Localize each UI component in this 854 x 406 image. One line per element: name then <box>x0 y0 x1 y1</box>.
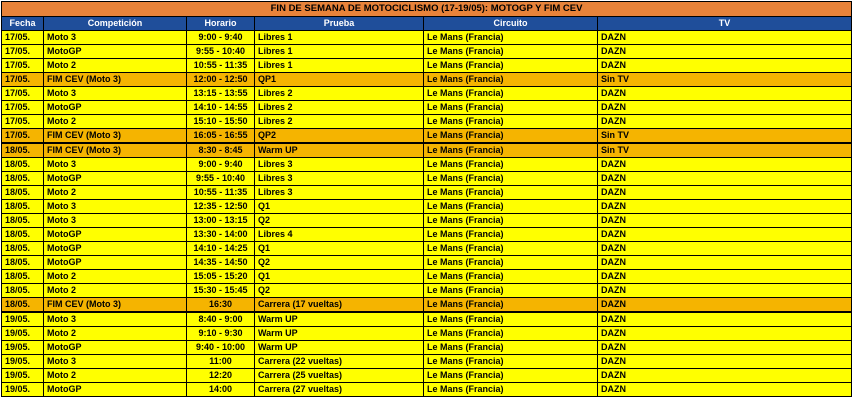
table-row <box>2 298 852 313</box>
table-row <box>2 143 852 158</box>
cell-fecha: 19/05. <box>2 312 44 327</box>
cell-circuito: Le Mans (Francia) <box>424 158 598 172</box>
table-row <box>2 228 852 242</box>
cell-tv: DAZN <box>598 31 852 45</box>
table-row <box>2 355 852 369</box>
cell-competicion: FIM CEV (Moto 3) <box>44 143 187 158</box>
cell-competicion: Moto 2 <box>44 327 187 341</box>
table-row <box>2 256 852 270</box>
cell-competicion: MotoGP <box>44 228 187 242</box>
table-row <box>2 312 852 327</box>
cell-tv: Sin TV <box>598 143 852 158</box>
cell-tv: DAZN <box>598 284 852 298</box>
header-competicion: Competición <box>44 17 187 31</box>
cell-fecha: 19/05. <box>2 369 44 383</box>
cell-competicion: Moto 2 <box>44 270 187 284</box>
cell-tv: DAZN <box>598 228 852 242</box>
cell-circuito: Le Mans (Francia) <box>424 312 598 327</box>
cell-fecha: 17/05. <box>2 73 44 87</box>
cell-fecha: 18/05. <box>2 256 44 270</box>
cell-horario: 9:55 - 10:40 <box>187 172 255 186</box>
cell-competicion: Moto 3 <box>44 31 187 45</box>
table-row <box>2 284 852 298</box>
cell-horario: 9:00 - 9:40 <box>187 31 255 45</box>
cell-tv: DAZN <box>598 256 852 270</box>
table-row <box>2 73 852 87</box>
cell-prueba: Libres 4 <box>255 228 424 242</box>
cell-competicion: MotoGP <box>44 256 187 270</box>
cell-prueba: Libres 1 <box>255 31 424 45</box>
cell-horario: 9:00 - 9:40 <box>187 158 255 172</box>
table-row <box>2 129 852 144</box>
cell-circuito: Le Mans (Francia) <box>424 87 598 101</box>
cell-competicion: MotoGP <box>44 383 187 397</box>
cell-circuito: Le Mans (Francia) <box>424 383 598 397</box>
cell-fecha: 18/05. <box>2 242 44 256</box>
cell-competicion: Moto 3 <box>44 200 187 214</box>
header-fecha: Fecha <box>2 17 44 31</box>
cell-horario: 15:30 - 15:45 <box>187 284 255 298</box>
cell-tv: DAZN <box>598 383 852 397</box>
cell-prueba: Carrera (17 vueltas) <box>255 298 424 313</box>
cell-horario: 14:35 - 14:50 <box>187 256 255 270</box>
table-row <box>2 45 852 59</box>
cell-fecha: 19/05. <box>2 383 44 397</box>
cell-horario: 16:05 - 16:55 <box>187 129 255 144</box>
table-row <box>2 186 852 200</box>
cell-horario: 9:55 - 10:40 <box>187 45 255 59</box>
cell-horario: 10:55 - 11:35 <box>187 186 255 200</box>
cell-fecha: 18/05. <box>2 172 44 186</box>
table-row <box>2 327 852 341</box>
cell-fecha: 18/05. <box>2 186 44 200</box>
cell-competicion: Moto 3 <box>44 355 187 369</box>
cell-circuito: Le Mans (Francia) <box>424 186 598 200</box>
cell-prueba: Q1 <box>255 270 424 284</box>
cell-circuito: Le Mans (Francia) <box>424 256 598 270</box>
cell-circuito: Le Mans (Francia) <box>424 298 598 313</box>
cell-prueba: Libres 3 <box>255 172 424 186</box>
cell-prueba: Libres 1 <box>255 45 424 59</box>
cell-fecha: 17/05. <box>2 59 44 73</box>
cell-prueba: Warm UP <box>255 341 424 355</box>
cell-horario: 12:20 <box>187 369 255 383</box>
cell-horario: 15:05 - 15:20 <box>187 270 255 284</box>
cell-competicion: Moto 3 <box>44 87 187 101</box>
cell-fecha: 17/05. <box>2 129 44 144</box>
cell-tv: DAZN <box>598 186 852 200</box>
cell-competicion: Moto 3 <box>44 312 187 327</box>
cell-competicion: MotoGP <box>44 172 187 186</box>
cell-circuito: Le Mans (Francia) <box>424 129 598 144</box>
cell-competicion: FIM CEV (Moto 3) <box>44 129 187 144</box>
cell-circuito: Le Mans (Francia) <box>424 369 598 383</box>
cell-circuito: Le Mans (Francia) <box>424 73 598 87</box>
cell-prueba: QP1 <box>255 73 424 87</box>
cell-horario: 8:30 - 8:45 <box>187 143 255 158</box>
cell-prueba: Q1 <box>255 200 424 214</box>
cell-prueba: Libres 2 <box>255 115 424 129</box>
cell-horario: 14:00 <box>187 383 255 397</box>
header-prueba: Prueba <box>255 17 424 31</box>
cell-prueba: Q2 <box>255 284 424 298</box>
cell-prueba: Libres 1 <box>255 59 424 73</box>
cell-tv: DAZN <box>598 200 852 214</box>
cell-horario: 11:00 <box>187 355 255 369</box>
cell-fecha: 17/05. <box>2 45 44 59</box>
table-row <box>2 59 852 73</box>
cell-competicion: Moto 3 <box>44 214 187 228</box>
cell-circuito: Le Mans (Francia) <box>424 115 598 129</box>
header-tv: TV <box>598 17 852 31</box>
cell-competicion: Moto 2 <box>44 369 187 383</box>
cell-tv: DAZN <box>598 242 852 256</box>
cell-horario: 9:10 - 9:30 <box>187 327 255 341</box>
table-row <box>2 200 852 214</box>
cell-horario: 12:35 - 12:50 <box>187 200 255 214</box>
cell-circuito: Le Mans (Francia) <box>424 327 598 341</box>
cell-prueba: Carrera (25 vueltas) <box>255 369 424 383</box>
table-row <box>2 115 852 129</box>
cell-competicion: Moto 2 <box>44 186 187 200</box>
cell-competicion: FIM CEV (Moto 3) <box>44 298 187 313</box>
cell-tv: DAZN <box>598 115 852 129</box>
cell-competicion: Moto 2 <box>44 284 187 298</box>
cell-horario: 15:10 - 15:50 <box>187 115 255 129</box>
cell-circuito: Le Mans (Francia) <box>424 45 598 59</box>
cell-horario: 13:15 - 13:55 <box>187 87 255 101</box>
cell-circuito: Le Mans (Francia) <box>424 143 598 158</box>
cell-fecha: 18/05. <box>2 158 44 172</box>
cell-tv: DAZN <box>598 45 852 59</box>
cell-prueba: Carrera (27 vueltas) <box>255 383 424 397</box>
cell-fecha: 17/05. <box>2 115 44 129</box>
cell-fecha: 18/05. <box>2 270 44 284</box>
cell-fecha: 19/05. <box>2 341 44 355</box>
cell-horario: 14:10 - 14:25 <box>187 242 255 256</box>
cell-prueba: Q1 <box>255 242 424 256</box>
cell-prueba: Q2 <box>255 214 424 228</box>
table-row <box>2 369 852 383</box>
cell-circuito: Le Mans (Francia) <box>424 284 598 298</box>
cell-circuito: Le Mans (Francia) <box>424 355 598 369</box>
cell-horario: 10:55 - 11:35 <box>187 59 255 73</box>
table-row <box>2 270 852 284</box>
cell-horario: 8:40 - 9:00 <box>187 312 255 327</box>
cell-circuito: Le Mans (Francia) <box>424 270 598 284</box>
cell-tv: DAZN <box>598 327 852 341</box>
cell-fecha: 18/05. <box>2 200 44 214</box>
table-row <box>2 214 852 228</box>
cell-horario: 14:10 - 14:55 <box>187 101 255 115</box>
cell-circuito: Le Mans (Francia) <box>424 200 598 214</box>
cell-horario: 13:30 - 14:00 <box>187 228 255 242</box>
header-horario: Horario <box>187 17 255 31</box>
cell-circuito: Le Mans (Francia) <box>424 214 598 228</box>
cell-fecha: 18/05. <box>2 284 44 298</box>
cell-horario: 9:40 - 10:00 <box>187 341 255 355</box>
cell-competicion: MotoGP <box>44 45 187 59</box>
cell-prueba: Libres 3 <box>255 158 424 172</box>
cell-prueba: Warm UP <box>255 143 424 158</box>
cell-horario: 16:30 <box>187 298 255 313</box>
table-row <box>2 101 852 115</box>
cell-tv: DAZN <box>598 270 852 284</box>
cell-horario: 12:00 - 12:50 <box>187 73 255 87</box>
cell-competicion: MotoGP <box>44 341 187 355</box>
cell-circuito: Le Mans (Francia) <box>424 228 598 242</box>
table-row <box>2 242 852 256</box>
cell-competicion: Moto 3 <box>44 158 187 172</box>
cell-fecha: 17/05. <box>2 87 44 101</box>
cell-fecha: 19/05. <box>2 355 44 369</box>
cell-prueba: Libres 2 <box>255 87 424 101</box>
cell-tv: DAZN <box>598 101 852 115</box>
table-row <box>2 158 852 172</box>
cell-prueba: Warm UP <box>255 312 424 327</box>
cell-prueba: Warm UP <box>255 327 424 341</box>
cell-competicion: MotoGP <box>44 242 187 256</box>
cell-prueba: Q2 <box>255 256 424 270</box>
cell-tv: DAZN <box>598 355 852 369</box>
cell-tv: DAZN <box>598 59 852 73</box>
cell-circuito: Le Mans (Francia) <box>424 101 598 115</box>
table-row <box>2 172 852 186</box>
cell-fecha: 18/05. <box>2 298 44 313</box>
cell-circuito: Le Mans (Francia) <box>424 31 598 45</box>
cell-tv: DAZN <box>598 312 852 327</box>
cell-tv: Sin TV <box>598 129 852 144</box>
cell-competicion: MotoGP <box>44 101 187 115</box>
table-row <box>2 87 852 101</box>
schedule-body <box>2 31 852 397</box>
header-circuito: Circuito <box>424 17 598 31</box>
cell-fecha: 18/05. <box>2 214 44 228</box>
cell-tv: DAZN <box>598 341 852 355</box>
cell-tv: DAZN <box>598 87 852 101</box>
cell-tv: DAZN <box>598 369 852 383</box>
cell-tv: DAZN <box>598 298 852 313</box>
cell-fecha: 19/05. <box>2 327 44 341</box>
cell-tv: DAZN <box>598 172 852 186</box>
cell-fecha: 17/05. <box>2 101 44 115</box>
cell-competicion: FIM CEV (Moto 3) <box>44 73 187 87</box>
cell-competicion: Moto 2 <box>44 59 187 73</box>
table-row <box>2 341 852 355</box>
table-title: FIN DE SEMANA DE MOTOCICLISMO (17-19/05): MOTOGP Y FIM CEV <box>2 2 852 17</box>
schedule-table <box>1 1 852 397</box>
cell-fecha: 17/05. <box>2 31 44 45</box>
table-row <box>2 31 852 45</box>
cell-horario: 13:00 - 13:15 <box>187 214 255 228</box>
cell-tv: DAZN <box>598 214 852 228</box>
cell-prueba: Libres 2 <box>255 101 424 115</box>
cell-circuito: Le Mans (Francia) <box>424 172 598 186</box>
schedule-sheet <box>1 1 851 397</box>
cell-fecha: 18/05. <box>2 143 44 158</box>
cell-prueba: Libres 3 <box>255 186 424 200</box>
cell-prueba: Carrera (22 vueltas) <box>255 355 424 369</box>
cell-prueba: QP2 <box>255 129 424 144</box>
cell-circuito: Le Mans (Francia) <box>424 242 598 256</box>
cell-circuito: Le Mans (Francia) <box>424 59 598 73</box>
cell-fecha: 18/05. <box>2 228 44 242</box>
table-row <box>2 383 852 397</box>
cell-tv: DAZN <box>598 158 852 172</box>
cell-tv: Sin TV <box>598 73 852 87</box>
cell-circuito: Le Mans (Francia) <box>424 341 598 355</box>
cell-competicion: Moto 2 <box>44 115 187 129</box>
